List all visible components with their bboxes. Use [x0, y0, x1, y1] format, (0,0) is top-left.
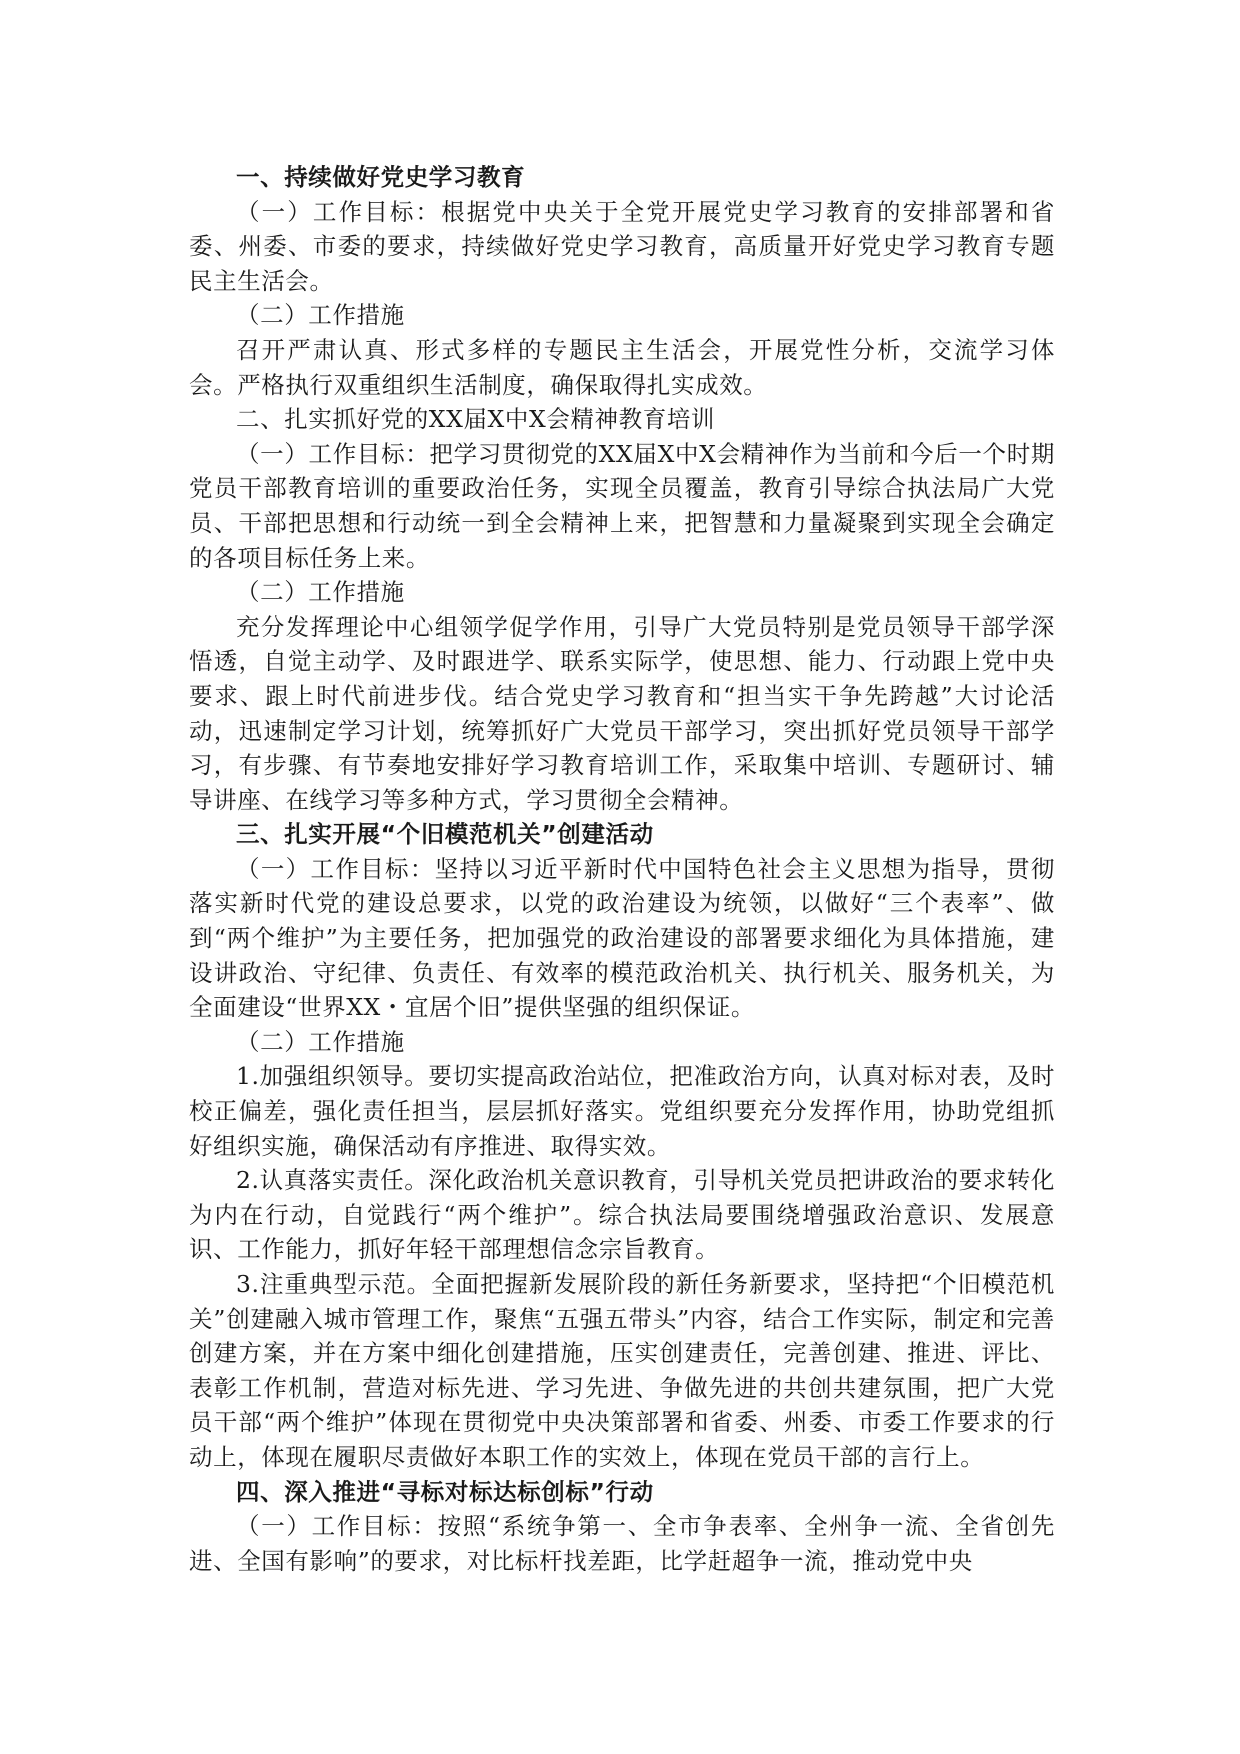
- body-paragraph: 2.认真落实责任。深化政治机关意识教育，引导机关党员把讲政治的要求转化为内在行动，自觉践行“两个维护”。综合执法局要围绕增强政治意识、发展意识、工作能力，抓好年轻干部理想信念宗旨教育。: [189, 1166, 1055, 1264]
- section-heading: 一、持续做好党史学习教育: [236, 163, 526, 191]
- body-paragraph: （一）工作目标：把学习贯彻党的XX届X中X会精神作为当前和今后一个时期党员干部教育培训的重要政治任务，实现全员覆盖，教育引导综合执法局广大党员、干部把思想和行动统一到全会精神上来，把智慧和力量凝聚到实现全会确定的各项目标任务上来。: [189, 439, 1055, 572]
- body-paragraph: （一）工作目标：按照“系统争第一、全市争表率、全州争一流、全省创先进、全国有影响”的要求，对比标杆找差距，比学赶超争一流，推动党中央: [189, 1512, 1055, 1575]
- body-paragraph: 1.加强组织领导。要切实提高政治站位，把准政治方向，认真对标对表，及时校正偏差，强化责任担当，层层抓好落实。党组织要充分发挥作用，协助党组抓好组织实施，确保活动有序推进、取得实效。: [189, 1062, 1055, 1160]
- body-paragraph: 充分发挥理论中心组领学促学作用，引导广大党员特别是党员领导干部学深悟透，自觉主动学、及时跟进学、联系实际学，使思想、能力、行动跟上党中央要求、跟上时代前进步伐。结合党史学习教育和“担当实干争先跨越”大讨论活动，迅速制定学习计划，统筹抓好广大党员干部学习，突出抓好党员领导干部学习，有步骤、有节奏地安排好学习教育培训工作，采取集中培训、专题研讨、辅导讲座、在线学习等多种方式，学习贯彻全会精神。: [189, 612, 1055, 814]
- section-heading: 四、深入推进“寻标对标达标创标”行动: [236, 1477, 654, 1506]
- body-paragraph: 二、扎实抓好党的XX届X中X会精神教育培训: [236, 405, 716, 434]
- body-paragraph: （一）工作目标：坚持以习近平新时代中国特色社会主义思想为指导，贯彻落实新时代党的建设总要求，以党的政治建设为统领，以做好“三个表率”、做到“两个维护”为主要任务，把加强党的政治建设的部署要求细化为具体措施，建设讲政治、守纪律、负责任、有效率的模范政治机关、执行机关、服务机关，为全面建设“世界XX・宜居个旧”提供坚强的组织保证。: [189, 854, 1055, 1022]
- body-paragraph: （二）工作措施: [236, 301, 405, 330]
- body-paragraph: （一）工作目标：根据党中央关于全党开展党史学习教育的安排部署和省委、州委、市委的要求，持续做好党史学习教育，高质量开好党史学习教育专题民主生活会。: [189, 197, 1055, 295]
- document-body: [189, 160, 1055, 1578]
- section-heading: 三、扎实开展“个旧模范机关”创建活动: [236, 820, 654, 849]
- body-paragraph: 召开严肃认真、形式多样的专题民主生活会，开展党性分析，交流学习体会。严格执行双重组织生活制度，确保取得扎实成效。: [189, 335, 1055, 399]
- body-paragraph: （二）工作措施: [236, 578, 405, 607]
- body-paragraph: 3.注重典型示范。全面把握新发展阶段的新任务新要求，坚持把“个旧模范机关”创建融入城市管理工作，聚焦“五强五带头”内容，结合工作实际，制定和完善创建方案，并在方案中细化创建措施，压实创建责任，完善创建、推进、评比、表彰工作机制，营造对标先进、学习先进、争做先进的共创共建氛围，把广大党员干部“两个维护”体现在贯彻党中央决策部署和省委、州委、市委工作要求的行动上，体现在履职尽责做好本职工作的实效上，体现在党员干部的言行上。: [189, 1270, 1055, 1471]
- body-paragraph: （二）工作措施: [236, 1027, 405, 1056]
